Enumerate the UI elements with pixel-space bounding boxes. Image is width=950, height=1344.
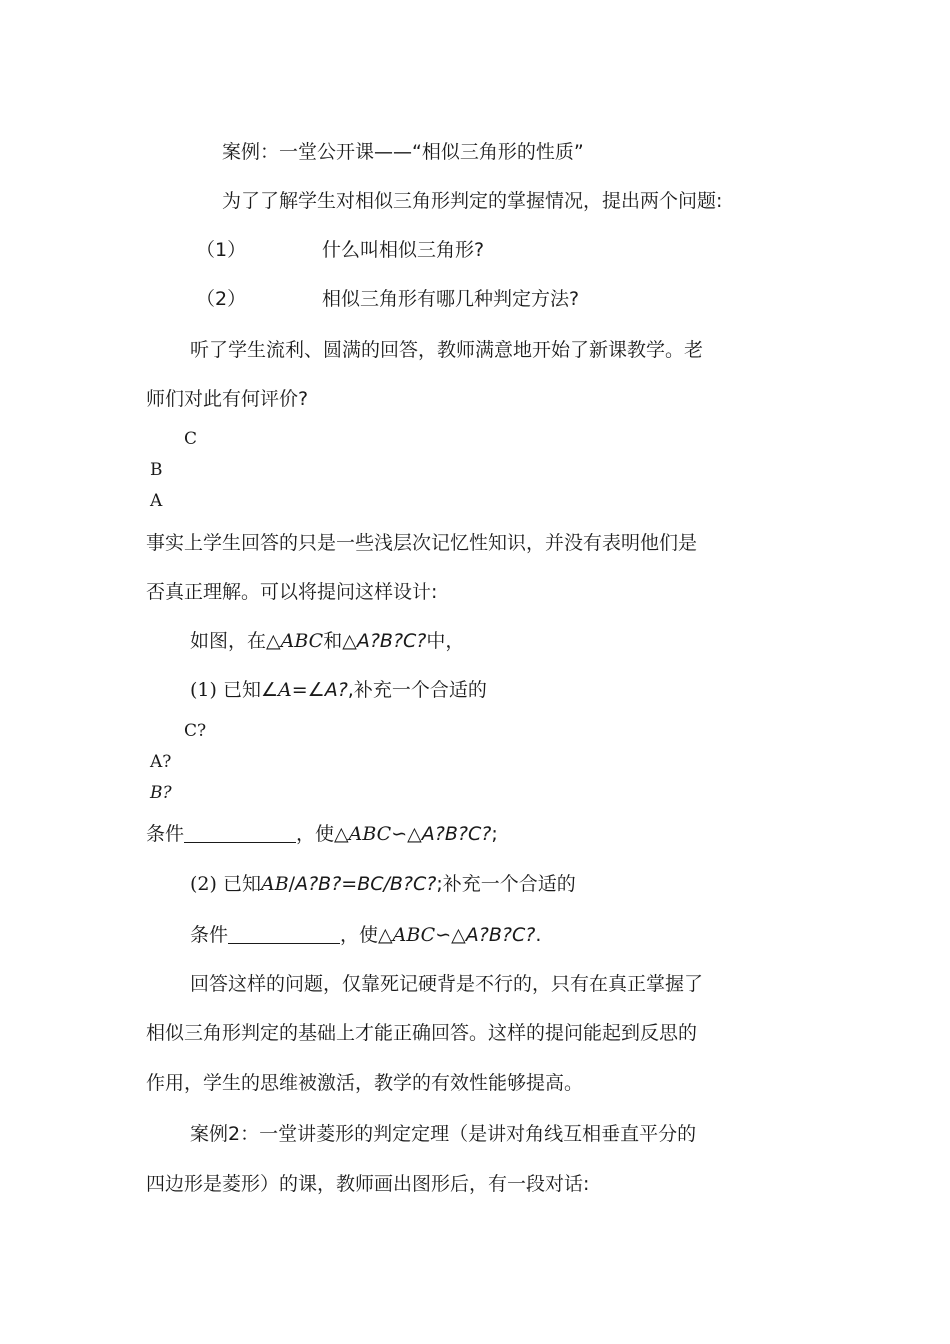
paragraph-3-line-3: 作用，学生的思维被激活，教学的有效性能够提高。 <box>146 1072 584 1094</box>
case1-intro: 为了了解学生对相似三角形判定的掌握情况，提出两个问题: <box>222 190 723 212</box>
triangle-prime-3: A?B?C? <box>465 924 536 946</box>
condition-1-suffix: ,补充一个合适的 <box>347 679 487 701</box>
condition-1-blank-prefix: 条件 <box>146 823 185 845</box>
condition-2-slash: / <box>288 873 296 895</box>
case2-line-1: 案例2：一堂讲菱形的判定定理（是讲对角线互相垂直平分的 <box>190 1123 697 1145</box>
design-intro-prefix: 如图，在△ <box>190 630 281 652</box>
figure-2-label-c: C? <box>184 721 207 741</box>
similar-sign-2: ∽△ <box>435 924 466 946</box>
question-1-text: 什么叫相似三角形? <box>322 239 485 261</box>
condition-1-middle: ，使△ <box>296 823 349 845</box>
paragraph-3-line-1: 回答这样的问题，仅靠死记硬背是不行的，只有在真正掌握了 <box>190 973 704 995</box>
condition-2-line-2 <box>190 925 541 945</box>
design-and: 和△ <box>323 630 357 652</box>
question-2-text: 相似三角形有哪几种判定方法? <box>322 288 580 310</box>
condition-2-label: (2) <box>190 873 217 895</box>
paragraph-2-line-1: 事实上学生回答的只是一些浅层次记忆性知识，并没有表明他们是 <box>146 532 698 554</box>
question-2-number: （2） <box>196 288 247 310</box>
triangle-prime-2: A?B?C? <box>421 823 492 845</box>
figure-1-label-c: C <box>184 429 198 449</box>
question-1-number: （1） <box>196 239 247 261</box>
triangle-abc-2: ABC <box>348 823 392 845</box>
condition-1-prefix: 已知∠ <box>222 679 279 701</box>
angle-a: A <box>278 679 292 701</box>
question-2 <box>196 290 579 309</box>
question-1 <box>196 241 484 260</box>
paragraph-1-line-1: 听了学生流利、圆满的回答，教师满意地开始了新课教学。老 <box>190 339 704 361</box>
design-suffix: 中， <box>426 630 465 652</box>
figure-2-label-a: A? <box>150 752 172 772</box>
segment-ab: AB <box>260 873 289 895</box>
condition-2-blank-prefix: 条件 <box>190 924 229 946</box>
angle-a-prime: A? <box>324 679 348 701</box>
similar-sign-1: ∽△ <box>391 823 422 845</box>
condition-1-answer-blank[interactable] <box>184 824 296 843</box>
condition-1-equals: =∠ <box>291 679 325 701</box>
condition-1-end: ; <box>491 823 498 845</box>
ratio-expression: A?B?=BC/B?C? <box>295 873 437 895</box>
condition-1 <box>190 681 487 700</box>
design-intro <box>190 632 464 651</box>
triangle-abc: ABC <box>280 630 324 652</box>
paragraph-1-line-2: 师们对此有何评价? <box>146 388 309 410</box>
paragraph-2-line-2: 否真正理解。可以将提问这样设计: <box>146 581 438 603</box>
triangle-abc-3: ABC <box>392 924 436 946</box>
condition-2-answer-blank[interactable] <box>228 925 340 944</box>
condition-1-line-2 <box>146 824 498 844</box>
figure-1-label-a: A <box>150 491 163 511</box>
condition-2-middle: ，使△ <box>340 924 393 946</box>
condition-2-end: . <box>535 924 542 946</box>
condition-2-suffix: ;补充一个合适的 <box>436 873 576 895</box>
paragraph-3-line-2: 相似三角形判定的基础上才能正确回答。这样的提问能起到反思的 <box>146 1022 698 1044</box>
condition-1-label: (1) <box>190 679 217 701</box>
case1-title: 案例：一堂公开课——“相似三角形的性质” <box>222 141 584 163</box>
case2-line-2: 四边形是菱形）的课，教师画出图形后，有一段对话: <box>146 1173 590 1195</box>
figure-1-label-b: B <box>150 460 163 480</box>
figure-2-label-b: B? <box>150 783 172 803</box>
condition-2-prefix: 已知 <box>222 873 261 895</box>
triangle-prime: A?B?C? <box>356 630 427 652</box>
condition-2 <box>190 875 576 894</box>
